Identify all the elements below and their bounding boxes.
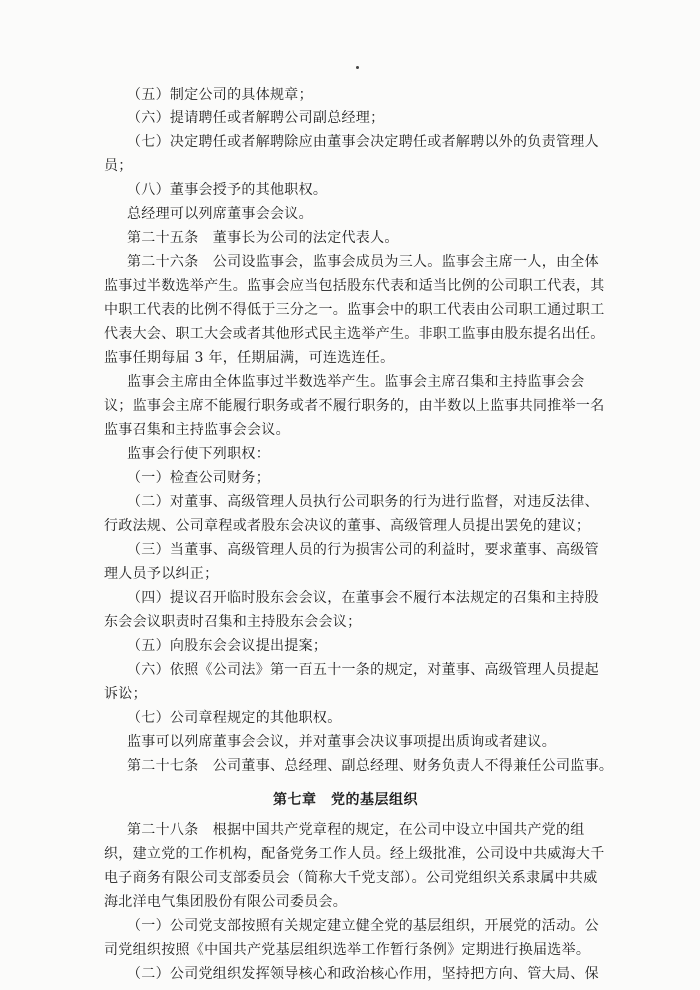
- text-line: 员；: [104, 158, 133, 174]
- text-line: （二）公司党组织发挥领导核心和政治核心作用，坚持把方向、管大局、保: [127, 966, 599, 982]
- text-line: 理人员予以纠正；: [104, 566, 219, 582]
- text-line: 监事会行使下列职权：: [127, 446, 270, 462]
- text-line: （五）制定公司的具体规章；: [127, 87, 313, 103]
- text-line: （二）对董事、高级管理人员执行公司职务的行为进行监督，对违反法律、: [127, 494, 599, 510]
- text-line: （一）检查公司财务；: [127, 470, 270, 486]
- text-line: （八）董事会授予的其他职权。: [127, 182, 328, 198]
- text-line: 东会会议职责时召集和主持股东会会议；: [104, 614, 362, 630]
- text-line: 议；监事会主席不能履行职务或者不履行职务的，由半数以上监事共同推举一名: [104, 398, 605, 414]
- text-line: 代表大会、职工大会或者其他形式民主选举产生。非职工监事由股东提名出任。: [104, 326, 605, 342]
- text-line: （五）向股东会会议提出提案；: [127, 638, 328, 654]
- text-line: 监事会主席由全体监事过半数选举产生。监事会主席召集和主持监事会会: [127, 374, 585, 390]
- text-line: 司党组织按照《中国共产党基层组织选举工作暂行条例》定期进行换届选举。: [104, 942, 591, 958]
- page-mark: [356, 66, 359, 69]
- text-line: 监事任期每届 3 年，任期届满，可连选连任。: [104, 350, 395, 366]
- text-line: 中职工代表的比例不得低于三分之一。监事会中的职工代表由公司职工通过职工: [104, 302, 605, 318]
- text-line: （七）决定聘任或者解聘除应由董事会决定聘任或者解聘以外的负责管理人: [127, 134, 599, 150]
- text-line: 电子商务有限公司支部委员会（简称大千党支部）。公司党组织关系隶属中共威: [104, 870, 598, 886]
- text-line: （四）提议召开临时股东会会议，在董事会不履行本法规定的召集和主持股: [127, 590, 599, 606]
- text-line: （六）依照《公司法》第一百五十一条的规定，对董事、高级管理人员提起: [127, 662, 599, 678]
- text-line: 海北洋电气集团股份有限公司委员会。: [104, 894, 348, 910]
- text-line: 监事召集和主持监事会会议。: [104, 422, 290, 438]
- text-line: （七）公司章程规定的其他职权。: [127, 710, 342, 726]
- text-line: 第二十五条 董事长为公司的法定代表人。: [127, 230, 399, 246]
- text-line: （六）提请聘任或者解聘公司副总经理；: [127, 110, 385, 126]
- text-line: 第二十六条 公司设监事会，监事会成员为三人。监事会主席一人，由全体: [127, 254, 599, 270]
- text-line: 诉讼；: [104, 686, 147, 702]
- text-line: （三）当董事、高级管理人员的行为损害公司的利益时，要求董事、高级管: [127, 542, 599, 558]
- text-line: 总经理可以列席董事会会议。: [127, 206, 313, 222]
- text-line: （一）公司党支部按照有关规定建立健全党的基层组织，开展党的活动。公: [127, 918, 599, 934]
- chapter-heading: 第七章 党的基层组织: [273, 792, 418, 808]
- text-line: 监事过半数选举产生。监事会应当包括股东代表和适当比例的公司职工代表，其: [104, 278, 605, 294]
- text-line: 第二十八条 根据中国共产党章程的规定，在公司中设立中国共产党的组: [127, 822, 585, 838]
- text-line: 第二十七条 公司董事、总经理、副总经理、财务负责人不得兼任公司监事。: [127, 758, 614, 774]
- text-line: 织，建立党的工作机构，配备党务工作人员。经上级批准，公司设中共威海大千: [104, 846, 605, 862]
- text-line: 监事可以列席董事会会议，并对董事会决议事项提出质询或者建议。: [127, 734, 556, 750]
- text-line: 行政法规、公司章程或者股东会决议的董事、高级管理人员提出罢免的建议；: [104, 518, 591, 534]
